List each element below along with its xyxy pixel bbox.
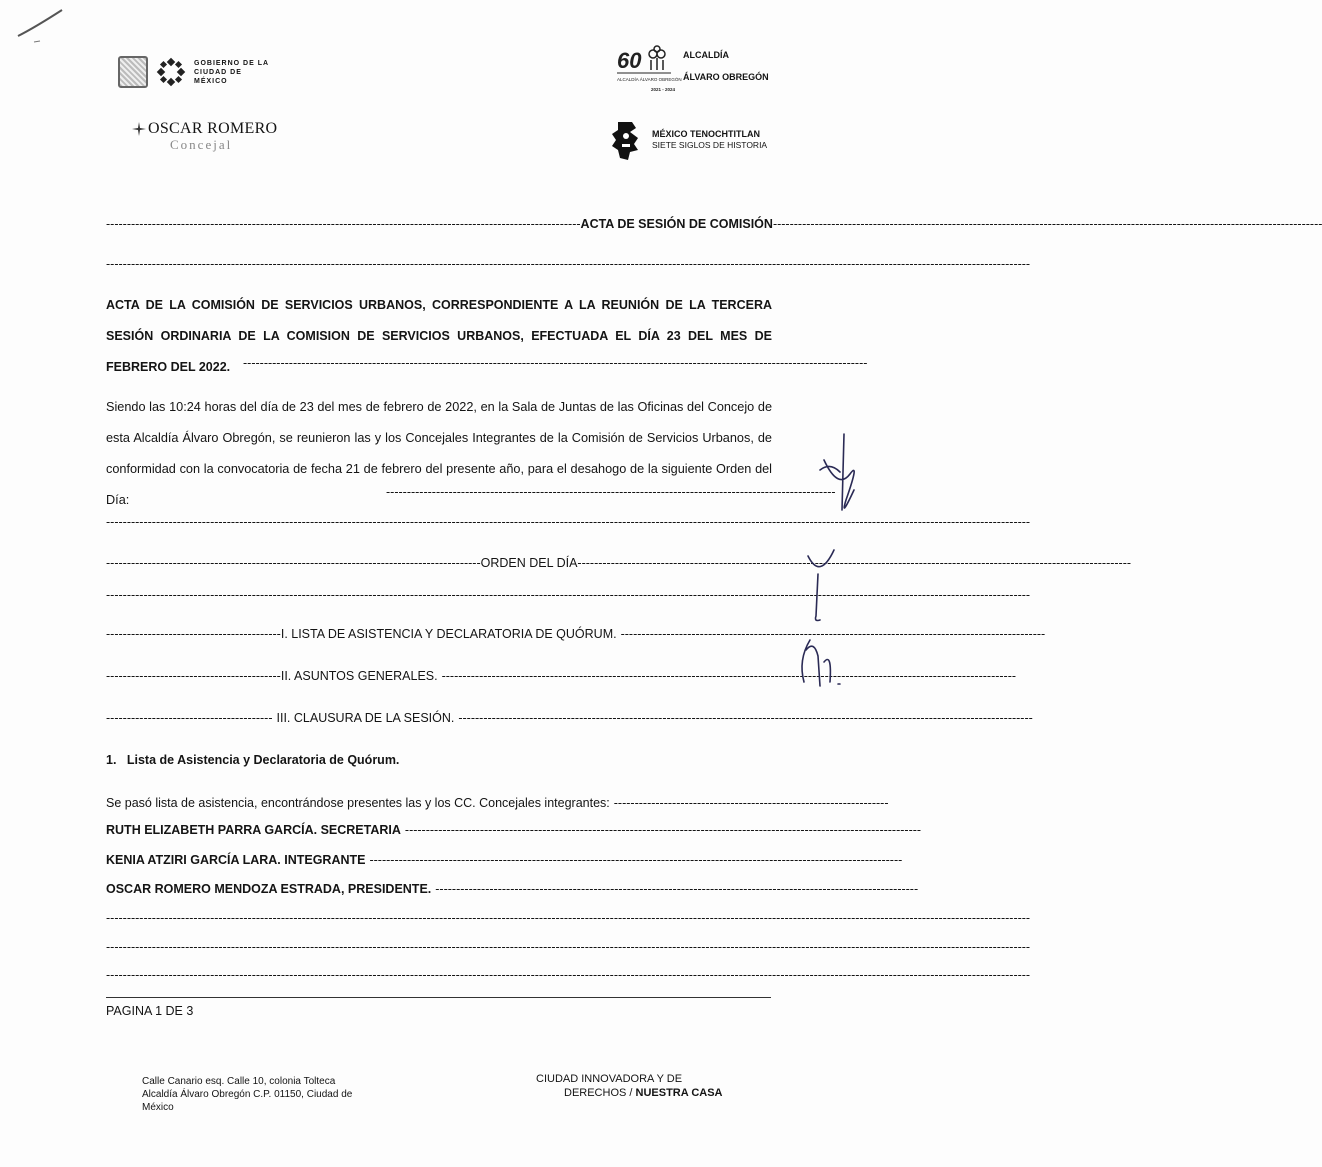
signature-1 [820,434,854,510]
page-number: PAGINA 1 DE 3 [106,1004,194,1018]
svg-text:60: 60 [617,48,642,73]
dash-filler: ------------------------------------------ [106,627,281,641]
agenda-item [106,668,1017,684]
section1-number: 1. [106,753,117,767]
dash-filler: ------------------------------------------------------------------------------------------------------------------------------------ [772,217,1322,231]
cdmx-emblem-icon [156,57,186,87]
dash-line: ------------------------------------------------------------------------------------------------------------------------------------------------------------------------------------------------------------------------------ [106,911,1031,925]
intro-text: Siendo las 10:24 horas del día de 23 del mes de febrero de 2022, en la Sala de Juntas de las Oficinas del Concejo de esta Alcaldía Álvaro Obregón, se reunieron las y los Concejales Integrantes de la Comisión de Servicios Urbanos, de conformidad con la convocatoria de fecha 21 de febrero del presente año, para el desahogo de la siguiente Orden del Día: [106,400,772,507]
dash-line: ------------------------------------------------------------------------------------------------------------------------------------------------------ [243,356,868,370]
agenda-heading-line [106,555,1132,571]
pen-stroke-mark [14,6,68,42]
dash-filler: ------------------------------------------------------------------ [613,796,889,810]
slogan-line2-bold: NUESTRA CASA [635,1087,723,1099]
dash-filler: ------------------------------------------------------------------------------------------ [106,556,481,570]
signature-2 [808,550,834,621]
ao-mark-small-text: ALCALDÍA ÁLVARO OBREGÓN [617,77,682,82]
handwritten-signatures [780,430,870,700]
dash-filler: ---------------------------------------------------------------------------------------------------------------------------- [404,823,922,837]
footer-slogan [536,1072,766,1100]
alcaldia-line1: ALCALDÍA [683,50,729,60]
document-heading: ACTA DE SESIÓN DE COMISIÓN [580,217,773,231]
gov-logo-line1: GOBIERNO DE LA [194,59,270,67]
document-title-text: ACTA DE LA COMISIÓN DE SERVICIOS URBANOS, CORRESPONDIENTE A LA REUNIÓN DE LA TERCERA SESIÓN ORDINARIA DE LA COMISION DE SERVICIOS URBANOS, EFECTUADA EL DÍA 23 DEL MES DE FEBRERO DEL 2022. [106,298,772,374]
agenda-item [106,626,1046,642]
dash-line: ------------------------------------------------------------------------------------------------------------------------------------------------------------------------------------------------------------------------------ [106,515,1031,529]
attendee-row [106,881,919,897]
agenda-heading: ORDEN DEL DÍA [480,556,578,570]
dash-line: ------------------------------------------------------------------------------------------------------------------------------------------------------------------------------------------------------------------------------ [106,257,1031,271]
slogan-line1: CIUDAD INNOVADORA Y DE [536,1073,683,1085]
section1-title: Lista de Asistencia y Declaratoria de Quórum. [126,753,400,767]
footer-rule [106,997,771,998]
sparkle-icon [132,122,146,136]
attendee-name: KENIA ATZIRI GARCÍA LARA. INTEGRANTE [106,853,366,867]
coat-of-arms-icon [118,56,148,88]
attendance-intro-line [106,795,889,811]
dash-line: ------------------------------------------------------------------------------------------------------------------------------------------------------------------------------------------------------------------------------ [106,588,1031,602]
councilor-name: OSCAR ROMERO [148,120,278,137]
aztec-glyph-icon [612,118,644,162]
attendance-intro: Se pasó lista de asistencia, encontrándose presentes las y los CC. Concejales integrantes: [106,796,610,810]
address-line1: Calle Canario esq. Calle 10, colonia Tolteca [142,1076,336,1087]
gov-logo-text [194,59,274,86]
attendee-name: RUTH ELIZABETH PARRA GARCÍA. SECRETARIA [106,823,401,837]
section1-heading [106,752,770,768]
dash-filler: ------------------------------------------ [106,669,281,683]
agenda-item-text: II. ASUNTOS GENERALES. [280,669,438,683]
agenda-item [106,710,1033,726]
dash-filler: ------------------------------------------------------------------------------------------------------ [620,627,1046,641]
attendee-name: OSCAR ROMERO MENDOZA ESTRADA, PRESIDENTE. [106,882,432,896]
ao-mark-years: 2021 - 2024 [651,87,676,92]
dash-line: ------------------------------------------------------------------------------------------------------------ [386,485,836,499]
dash-filler: ------------------------------------------------------------------------------------------------------------------------------------- [577,556,1132,570]
address-line2: Alcaldía Álvaro Obregón C.P. 01150, Ciudad de [142,1089,353,1100]
councilor-logo [132,120,292,153]
dash-filler: -------------------------------------------------------------------------------------------------------------------- [435,882,919,896]
alcaldia-line2: ÁLVARO OBREGÓN [683,72,769,82]
dash-filler: ------------------------------------------------------------------------------------------------------------------------------------------ [458,711,1033,725]
footer-address [142,1075,402,1114]
signature-3 [802,640,840,686]
dash-filler: ------------------------------------------------------------------------------------------------------------------ [106,217,581,231]
attendee-row [106,822,922,838]
cdmx-government-logo [118,56,274,88]
dash-filler: ---------------------------------------- [106,711,273,725]
dash-filler: ------------------------------------------------------------------------------------------------------------------------------------------ [441,669,1017,683]
alcaldia-60-mark-icon [615,46,682,96]
document-heading-line [106,216,1322,232]
attendee-row [106,852,903,868]
dash-line: ------------------------------------------------------------------------------------------------------------------------------------------------------------------------------------------------------------------------------ [106,940,1031,954]
dash-filler: -------------------------------------------------------------------------------------------------------------------------------- [369,853,903,867]
gov-logo-line2: CIUDAD DE MÉXICO [194,68,242,85]
mt-title: MÉXICO TENOCHTITLAN [652,129,760,139]
agenda-item-text: III. CLAUSURA DE LA SESIÓN. [276,711,455,725]
address-line3: México [142,1102,174,1113]
dash-line: ------------------------------------------------------------------------------------------------------------------------------------------------------------------------------------------------------------------------------ [106,968,1031,982]
mexico-tenochtitlan-logo [612,118,767,162]
agenda-item-text: I. LISTA DE ASISTENCIA Y DECLARATORIA DE QUÓRUM. [280,627,617,641]
councilor-role: Concejal [170,137,233,152]
mt-subtitle: SIETE SIGLOS DE HISTORIA [652,140,768,150]
alcaldia-logo [615,46,769,96]
slogan-line2-regular: DERECHOS / [564,1087,636,1099]
